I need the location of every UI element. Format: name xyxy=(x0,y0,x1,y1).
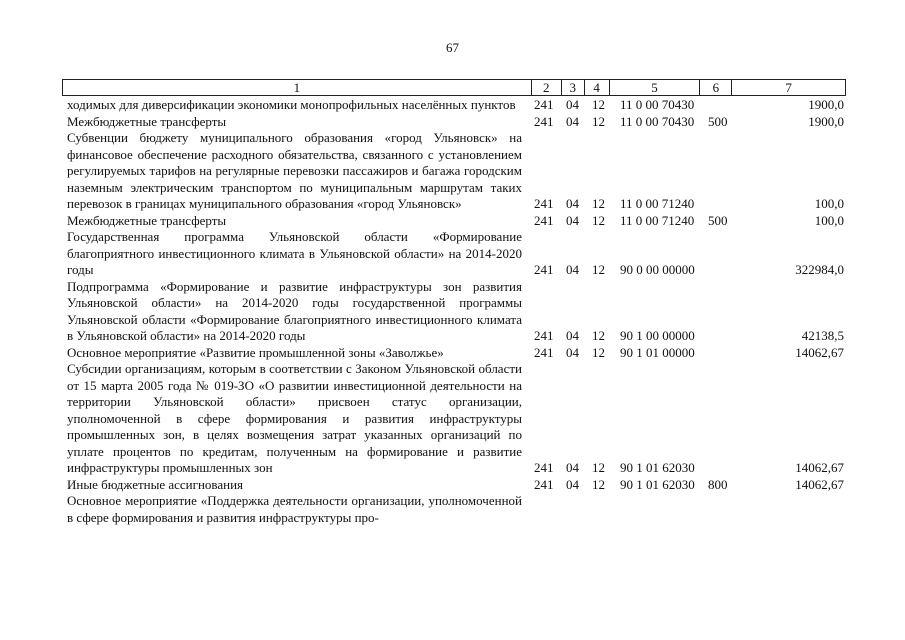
amount: 1900,0 xyxy=(808,113,844,129)
target-article-code: 90 1 01 62030 xyxy=(620,476,695,492)
amount: 100,0 xyxy=(814,196,844,211)
amount: 42138,5 xyxy=(801,328,844,343)
amount: 322984,0 xyxy=(795,262,844,277)
target-article-code: 90 1 00 00000 xyxy=(620,328,695,343)
subsection-code: 12 xyxy=(592,97,605,112)
subsection-code: 12 xyxy=(592,344,605,360)
subsection-code: 12 xyxy=(592,113,605,129)
row-description: ходимых для диверсификации экономики монопрофильных населённых пунктов xyxy=(67,97,516,112)
table-row xyxy=(62,97,846,114)
row-codes xyxy=(62,477,846,494)
header-col-3: 3 xyxy=(562,80,585,95)
table-row xyxy=(62,213,846,230)
row-codes xyxy=(62,114,846,131)
target-article-code: 90 1 01 62030 xyxy=(620,460,695,475)
section-code: 04 xyxy=(566,113,579,129)
header-col-6: 6 xyxy=(700,80,732,95)
target-article-code: 90 1 01 00000 xyxy=(620,344,695,360)
page-number: 67 xyxy=(446,40,459,55)
row-codes xyxy=(62,213,846,230)
ministry-code: 241 xyxy=(534,212,554,228)
table-row xyxy=(62,114,846,131)
target-article-code: 90 0 00 00000 xyxy=(620,262,695,277)
row-description: Иные бюджетные ассигнования xyxy=(67,476,244,492)
section-code: 04 xyxy=(566,328,579,343)
table-row xyxy=(62,477,846,494)
subsection-code: 12 xyxy=(592,476,605,492)
section-code: 04 xyxy=(566,262,579,277)
budget-table-body xyxy=(62,97,846,526)
table-header xyxy=(62,79,846,96)
table-row xyxy=(62,345,846,362)
amount: 100,0 xyxy=(814,212,844,228)
section-code: 04 xyxy=(566,344,579,360)
table-row xyxy=(62,279,846,345)
amount: 14062,67 xyxy=(795,476,844,492)
row-description: Государственная программа Ульяновской области «Формирование благоприятного инвестиционного климата в Ульяновской области» на 2014-2020 годы xyxy=(67,229,522,277)
row-description: Субвенции бюджету муниципального образования «город Ульяновск» на финансовое обеспечение расходного обязательства, связанного с установлением регулируемых тарифов на регулярные перевозки пассажиров и багажа городским наземным электрическим транспортом по муниципальным маршрутам таких перевозок в границах муниципального образования «город Ульяновск» xyxy=(67,130,522,211)
row-codes xyxy=(62,262,846,279)
table-row xyxy=(62,229,846,279)
row-description: Подпрограмма «Формирование и развитие инфраструктуры зон развития Ульяновской области» на 2014-2020 годы государственной программы Ульяновской области «Формирование благоприятного инвестиционного климата в Ульяновской области» на 2014-2020 годы xyxy=(67,278,522,343)
section-code: 04 xyxy=(566,212,579,228)
amount: 1900,0 xyxy=(808,97,844,112)
row-codes xyxy=(62,345,846,362)
subsection-code: 12 xyxy=(592,196,605,211)
header-col-1: 1 xyxy=(63,80,532,95)
table-row xyxy=(62,361,846,477)
subsection-code: 12 xyxy=(592,460,605,475)
expense-type-code: 500 xyxy=(708,212,728,228)
table-row xyxy=(62,130,846,213)
row-description: Основное мероприятие «Развитие промышленной зоны «Заволжье» xyxy=(67,344,444,360)
section-code: 04 xyxy=(566,476,579,492)
target-article-code: 11 0 00 71240 xyxy=(620,212,695,228)
ministry-code: 241 xyxy=(534,460,554,475)
subsection-code: 12 xyxy=(592,328,605,343)
header-col-2: 2 xyxy=(532,80,562,95)
row-description: Межбюджетные трансферты xyxy=(67,113,227,129)
ministry-code: 241 xyxy=(534,196,554,211)
ministry-code: 241 xyxy=(534,262,554,277)
target-article-code: 11 0 00 70430 xyxy=(620,97,695,112)
expense-type-code: 800 xyxy=(708,476,728,492)
header-col-5: 5 xyxy=(610,80,701,95)
row-description: Основное мероприятие «Поддержка деятельности организации, уполномоченной в сфере формирования и развития инфраструктуры про- xyxy=(67,493,522,525)
row-codes xyxy=(62,196,846,213)
amount: 14062,67 xyxy=(795,460,844,475)
section-code: 04 xyxy=(566,97,579,112)
expense-type-code: 500 xyxy=(708,113,728,129)
row-codes xyxy=(62,328,846,345)
subsection-code: 12 xyxy=(592,262,605,277)
ministry-code: 241 xyxy=(534,344,554,360)
amount: 14062,67 xyxy=(795,344,844,360)
row-description: Субсидии организациям, которым в соответствии с Законом Ульяновской области от 15 марта 2005 года № 019-ЗО «О развитии инвестиционной деятельности на территории Ульяновской области» присвоен статус организации, уполномоченной в сфере формирования и развития инфраструктуры промышленных зон, в целях возмещения затрат указанных организаций по уплате процентов по кредитам, полученным на формирование и развитие инфраструктуры промышленных зон xyxy=(67,361,522,475)
target-article-code: 11 0 00 70430 xyxy=(620,113,695,129)
ministry-code: 241 xyxy=(534,328,554,343)
header-col-7: 7 xyxy=(785,80,792,95)
header-col-4: 4 xyxy=(585,80,610,95)
target-article-code: 11 0 00 71240 xyxy=(620,196,695,211)
row-codes xyxy=(62,97,846,114)
ministry-code: 241 xyxy=(534,113,554,129)
row-description: Межбюджетные трансферты xyxy=(67,212,227,228)
section-code: 04 xyxy=(566,196,579,211)
ministry-code: 241 xyxy=(534,476,554,492)
subsection-code: 12 xyxy=(592,212,605,228)
section-code: 04 xyxy=(566,460,579,475)
row-codes xyxy=(62,460,846,477)
ministry-code: 241 xyxy=(534,97,554,112)
table-row xyxy=(62,493,846,526)
